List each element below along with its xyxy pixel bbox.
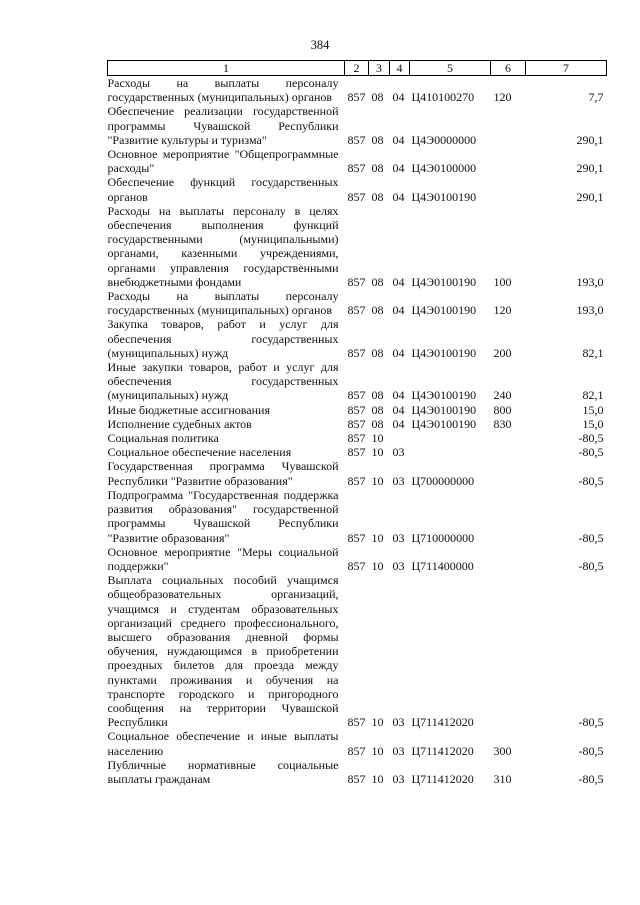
cell-vr [491, 545, 526, 573]
budget-table [107, 60, 607, 786]
cell-pr: 04 [392, 345, 405, 360]
cell-sum: -80,5 [578, 743, 604, 758]
table-row [108, 417, 607, 431]
cell-csr: Ц4Э0100190 [411, 189, 477, 204]
cell-ved: 857 [347, 530, 366, 545]
cell-ved: 857 [347, 416, 366, 431]
cell-name: Социальное обеспечение населения [107, 445, 292, 460]
cell-rz: 10 [371, 715, 384, 730]
cell-vr: 200 [493, 345, 512, 360]
cell-name: Иные закупки товаров, работ и услуг для обеспечения государственных (муниципальных) нужд [107, 360, 339, 403]
column-header-csr: 5 [410, 61, 491, 76]
cell-name: Основное мероприятие "Меры социальной поддержки" [107, 544, 339, 573]
cell-rz: 10 [371, 771, 384, 786]
header-row [108, 61, 607, 76]
table-row [108, 204, 607, 289]
table-row [108, 403, 607, 417]
cell-vr: 800 [493, 402, 512, 417]
cell-vr [491, 175, 526, 203]
table-body [108, 76, 607, 787]
cell-name: Иные бюджетные ассигнования [107, 402, 270, 417]
cell-rz: 10 [371, 431, 384, 446]
table-row [108, 488, 607, 545]
cell-ved: 857 [347, 558, 366, 573]
cell-sum: 15,0 [582, 402, 604, 417]
cell-name: Расходы на выплаты персоналу в целях обеспечения выполнения функций государственными (муниципальными) органами, казенными учреждениями, органами управления государственными внебюджетными фондами [107, 203, 339, 289]
cell-ved: 857 [347, 388, 366, 403]
cell-ved: 857 [347, 715, 366, 730]
cell-name: Исполнение судебных актов [107, 416, 252, 431]
cell-name: Основное мероприятие "Общепрограммные расходы" [107, 147, 339, 176]
cell-name: Социальное обеспечение и иные выплаты населению [107, 729, 339, 758]
table-row [108, 175, 607, 203]
cell-vr [491, 147, 526, 175]
cell-name: Закупка товаров, работ и услуг для обеспечения государственных (муниципальных) нужд [107, 317, 339, 360]
cell-csr: Ц711412020 [411, 715, 474, 730]
column-header-sum: 7 [526, 61, 607, 76]
cell-sum: 82,1 [582, 388, 604, 403]
cell-csr: Ц4Э0000000 [411, 132, 477, 147]
cell-ved: 857 [347, 402, 366, 417]
cell-rz: 08 [371, 132, 384, 147]
cell-csr: Ц4Э0100190 [411, 274, 477, 289]
cell-rz: 10 [371, 445, 384, 460]
table-row [108, 758, 607, 786]
cell-name: Обеспечение функций государственных органов [107, 175, 339, 204]
cell-vr: 120 [493, 90, 512, 105]
cell-rz: 08 [371, 303, 384, 318]
cell-csr: Ц4Э0100190 [411, 388, 477, 403]
cell-rz: 10 [371, 558, 384, 573]
cell-pr: 04 [392, 402, 405, 417]
table-row [108, 573, 607, 729]
cell-csr: Ц4Э0100190 [411, 402, 477, 417]
cell-rz: 10 [371, 473, 384, 488]
column-header-ved: 2 [345, 61, 369, 76]
cell-ved: 857 [347, 161, 366, 176]
cell-csr: Ц4Э0100190 [411, 416, 477, 431]
cell-sum: -80,5 [578, 771, 604, 786]
cell-csr: Ц700000000 [411, 473, 475, 488]
table-row [108, 459, 607, 487]
cell-sum: -80,5 [578, 431, 604, 446]
page-number: 384 [310, 38, 330, 52]
table-row [108, 445, 607, 459]
cell-pr: 04 [392, 161, 405, 176]
cell-sum: 193,0 [576, 303, 604, 318]
cell-pr: 04 [392, 189, 405, 204]
column-header-vr: 6 [491, 61, 526, 76]
cell-ved: 857 [347, 132, 366, 147]
table-header [108, 61, 607, 76]
cell-vr: 830 [493, 416, 512, 431]
cell-vr: 310 [493, 771, 512, 786]
cell-pr: 03 [392, 558, 405, 573]
cell-name: Обеспечение реализации государственной программы Чувашской Республики "Развитие культуры и туризма" [107, 104, 339, 147]
cell-pr: 04 [392, 132, 405, 147]
cell-csr [410, 431, 491, 445]
table-row [108, 431, 607, 445]
cell-pr: 04 [392, 388, 405, 403]
table-row [108, 545, 607, 573]
cell-rz: 08 [371, 345, 384, 360]
cell-vr [491, 488, 526, 545]
cell-ved: 857 [347, 303, 366, 318]
table-row [108, 76, 607, 105]
cell-sum: -80,5 [578, 530, 604, 545]
cell-pr: 03 [392, 445, 405, 460]
cell-csr: Ц710000000 [411, 530, 475, 545]
cell-ved: 857 [347, 473, 366, 488]
cell-csr: Ц4Э0100190 [411, 345, 477, 360]
cell-csr: Ц4Э0100000 [411, 161, 477, 176]
cell-csr: Ц410100270 [411, 90, 475, 105]
cell-ved: 857 [347, 189, 366, 204]
cell-vr: 120 [493, 303, 512, 318]
cell-name: Социальная политика [107, 431, 219, 446]
cell-sum: 82,1 [582, 345, 604, 360]
cell-ved: 857 [347, 90, 366, 105]
cell-name: Публичные нормативные социальные выплаты гражданам [107, 757, 339, 786]
cell-pr: 03 [392, 715, 405, 730]
cell-name: Государственная программа Чувашской Республики "Развитие образования" [107, 459, 339, 488]
cell-vr [491, 445, 526, 459]
cell-rz: 08 [371, 189, 384, 204]
cell-ved: 857 [347, 771, 366, 786]
cell-vr [491, 459, 526, 487]
cell-sum: 15,0 [582, 416, 604, 431]
cell-rz: 08 [371, 416, 384, 431]
cell-sum: 7,7 [588, 90, 604, 105]
cell-pr: 04 [392, 416, 405, 431]
table-row [108, 104, 607, 147]
cell-sum: 290,1 [576, 189, 604, 204]
table-row [108, 147, 607, 175]
cell-ved: 857 [347, 431, 366, 446]
cell-rz: 08 [371, 402, 384, 417]
cell-name: Подпрограмма "Государственная поддержка развития образования" государственной программы Чувашской Республики "Развитие образования" [107, 487, 339, 545]
cell-vr [491, 104, 526, 147]
cell-rz: 08 [371, 388, 384, 403]
cell-ved: 857 [347, 274, 366, 289]
cell-rz: 08 [371, 90, 384, 105]
table-row [108, 289, 607, 317]
cell-csr: Ц711412020 [411, 743, 474, 758]
column-header-pr: 4 [390, 61, 410, 76]
cell-sum: 193,0 [576, 274, 604, 289]
cell-pr: 03 [392, 530, 405, 545]
cell-rz: 10 [371, 743, 384, 758]
cell-sum: 290,1 [576, 132, 604, 147]
cell-pr: 03 [392, 473, 405, 488]
cell-pr: 04 [392, 274, 405, 289]
cell-pr: 03 [392, 771, 405, 786]
cell-sum: -80,5 [578, 445, 604, 460]
cell-csr [410, 445, 491, 459]
cell-pr: 04 [392, 90, 405, 105]
cell-sum: -80,5 [578, 715, 604, 730]
table-row [108, 317, 607, 360]
cell-vr: 240 [493, 388, 512, 403]
table-row [108, 729, 607, 757]
cell-sum: -80,5 [578, 473, 604, 488]
cell-rz: 08 [371, 161, 384, 176]
cell-rz: 10 [371, 530, 384, 545]
cell-name: Расходы на выплаты персоналу государственных (муниципальных) органов [107, 76, 339, 105]
cell-csr: Ц4Э0100190 [411, 303, 477, 318]
cell-vr: 300 [493, 743, 512, 758]
cell-vr [491, 431, 526, 445]
cell-name: Расходы на выплаты персоналу государственных (муниципальных) органов [107, 289, 339, 318]
cell-pr: 03 [392, 743, 405, 758]
cell-vr [491, 573, 526, 729]
cell-sum: -80,5 [578, 558, 604, 573]
cell-sum: 290,1 [576, 161, 604, 176]
table-row [108, 360, 607, 403]
cell-ved: 857 [347, 445, 366, 460]
cell-ved: 857 [347, 743, 366, 758]
cell-ved: 857 [347, 345, 366, 360]
cell-pr: 04 [392, 303, 405, 318]
column-header-name: 1 [108, 61, 345, 76]
cell-vr: 100 [493, 274, 512, 289]
cell-csr: Ц711400000 [411, 558, 474, 573]
column-header-rz: 3 [369, 61, 390, 76]
cell-pr [390, 431, 410, 445]
cell-rz: 08 [371, 274, 384, 289]
cell-csr: Ц711412020 [411, 771, 474, 786]
cell-name: Выплата социальных пособий учащимся общеобразовательных организаций, учащимся и студентам образовательных организаций среднего профессионального, высшего образования дневной формы обучения, нуждающимся в приобретении проездных билетов для проезда между пунктами проживания и обучения на транспорте городского и пригородного сообщения на территории Чувашской Республики [107, 573, 339, 730]
